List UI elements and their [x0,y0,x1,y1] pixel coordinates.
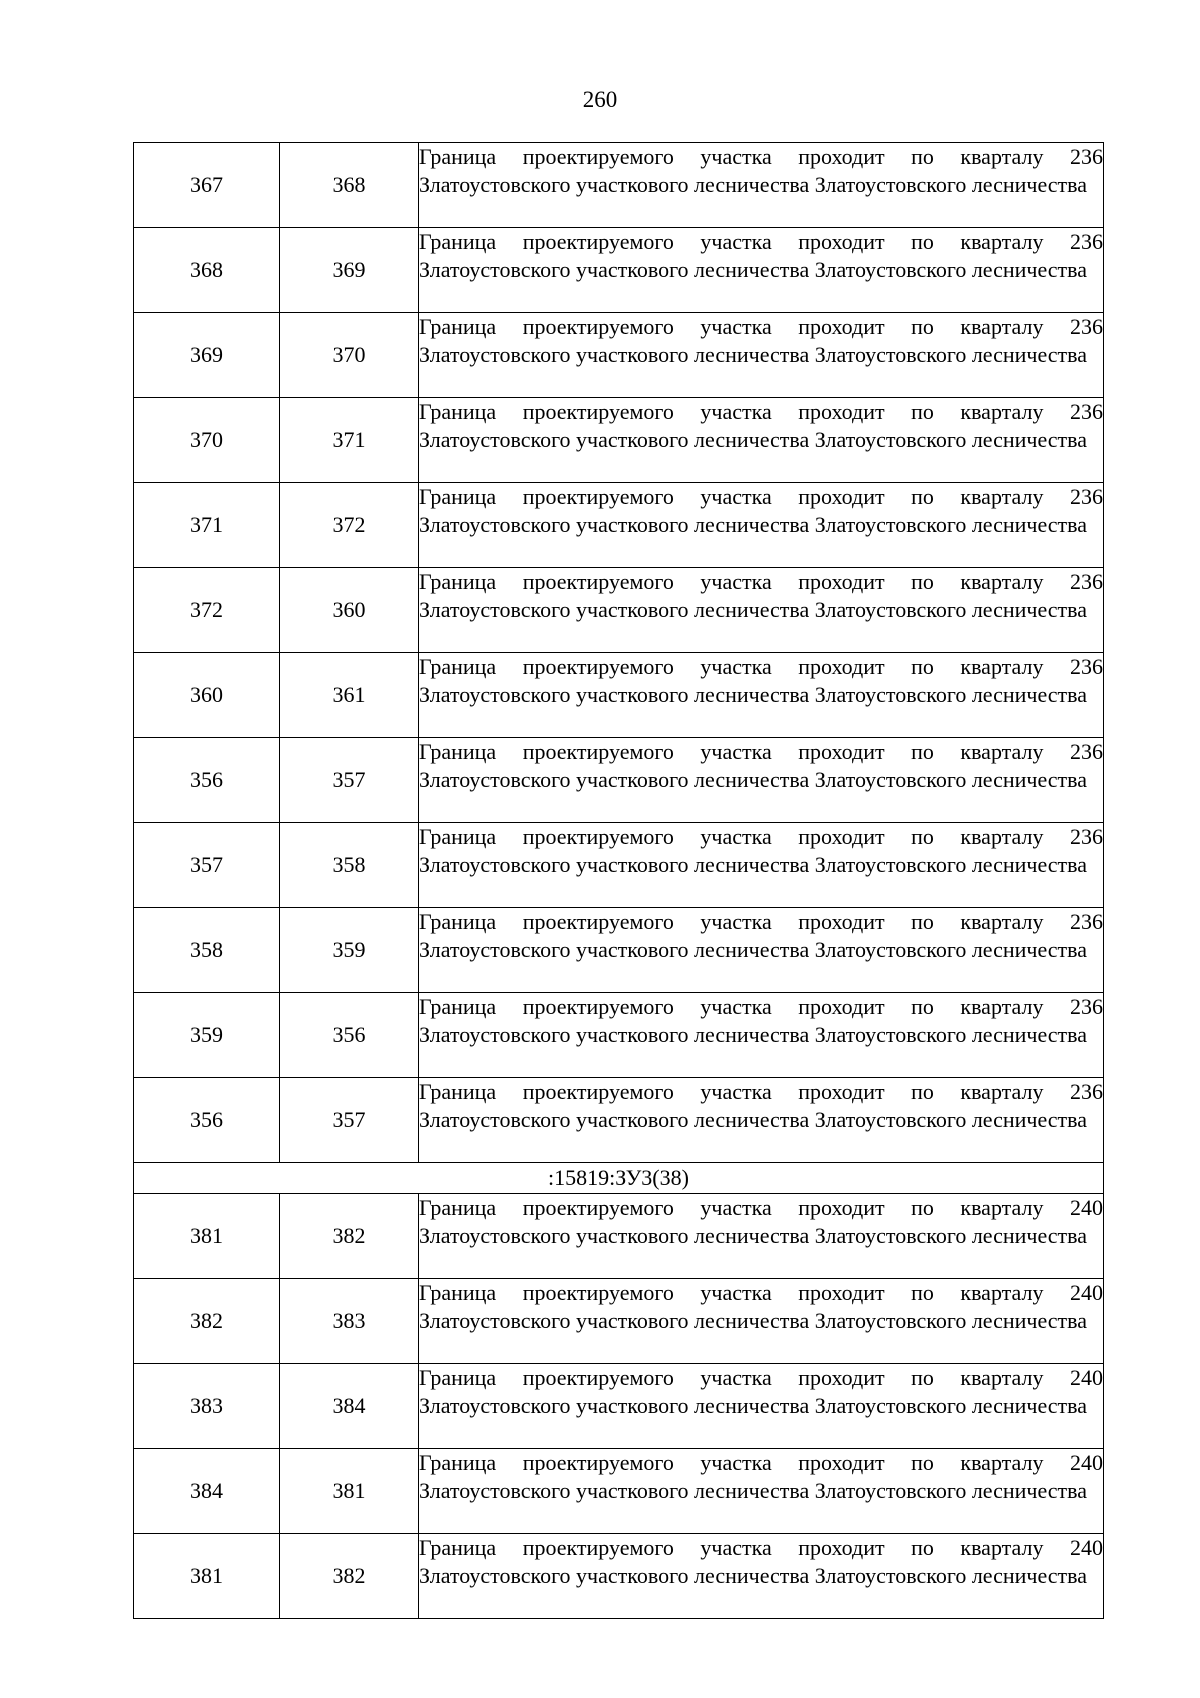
table-body [134,143,1104,1619]
table-row [134,653,1104,738]
boundary-description-cell: Граница проектируемого участка проходит по кварталу 236 Златоустовского участкового лесничества Златоустовского лесничества [419,908,1104,993]
point-from-cell: 381 [134,1194,280,1279]
boundary-description-cell: Граница проектируемого участка проходит по кварталу 236 Златоустовского участкового лесничества Златоустовского лесничества [419,653,1104,738]
boundary-description-cell: Граница проектируемого участка проходит по кварталу 236 Златоустовского участкового лесничества Златоустовского лесничества [419,1078,1104,1163]
point-from-cell: 371 [134,483,280,568]
point-from-cell: 356 [134,738,280,823]
table-row [134,1279,1104,1364]
point-from-cell: 368 [134,228,280,313]
table-row [134,738,1104,823]
table-row [134,143,1104,228]
point-to-cell: 368 [280,143,419,228]
boundary-description-cell: Граница проектируемого участка проходит по кварталу 236 Златоустовского участкового лесничества Златоустовского лесничества [419,738,1104,823]
boundary-description-cell: Граница проектируемого участка проходит по кварталу 236 Златоустовского участкового лесничества Златоустовского лесничества [419,228,1104,313]
point-to-cell: 382 [280,1534,419,1619]
point-from-cell: 372 [134,568,280,653]
point-to-cell: 370 [280,313,419,398]
boundary-description-cell: Граница проектируемого участка проходит по кварталу 240 Златоустовского участкового лесничества Златоустовского лесничества [419,1279,1104,1364]
point-from-cell: 359 [134,993,280,1078]
point-from-cell: 383 [134,1364,280,1449]
table-row [134,483,1104,568]
point-from-cell: 381 [134,1534,280,1619]
point-to-cell: 384 [280,1364,419,1449]
table-row [134,228,1104,313]
boundary-description-cell: Граница проектируемого участка проходит по кварталу 236 Златоустовского участкового лесничества Златоустовского лесничества [419,823,1104,908]
boundary-description-cell: Граница проектируемого участка проходит по кварталу 236 Златоустовского участкового лесничества Златоустовского лесничества [419,568,1104,653]
table-row [134,1449,1104,1534]
table-row [134,823,1104,908]
point-from-cell: 360 [134,653,280,738]
boundary-table [133,142,1104,1619]
point-to-cell: 381 [280,1449,419,1534]
page-number: 260 [582,87,618,112]
point-from-cell: 367 [134,143,280,228]
table-row [134,1078,1104,1163]
boundary-description-cell: Граница проектируемого участка проходит по кварталу 240 Златоустовского участкового лесничества Златоустовского лесничества [419,1364,1104,1449]
section-header-row [134,1163,1104,1194]
point-to-cell: 369 [280,228,419,313]
point-from-cell: 369 [134,313,280,398]
section-label: :15819:ЗУ3(38) [134,1163,1104,1194]
table-row [134,1364,1104,1449]
boundary-description-cell: Граница проектируемого участка проходит по кварталу 240 Златоустовского участкового лесничества Златоустовского лесничества [419,1194,1104,1279]
point-to-cell: 372 [280,483,419,568]
table-row [134,908,1104,993]
point-to-cell: 357 [280,1078,419,1163]
table-row [134,398,1104,483]
table-row [134,568,1104,653]
boundary-description-cell: Граница проектируемого участка проходит по кварталу 240 Златоустовского участкового лесничества Златоустовского лесничества [419,1534,1104,1619]
point-to-cell: 383 [280,1279,419,1364]
point-to-cell: 371 [280,398,419,483]
point-to-cell: 358 [280,823,419,908]
point-to-cell: 357 [280,738,419,823]
point-to-cell: 360 [280,568,419,653]
table-row [134,1534,1104,1619]
boundary-description-cell: Граница проектируемого участка проходит по кварталу 236 Златоустовского участкового лесничества Златоустовского лесничества [419,313,1104,398]
table-row [134,313,1104,398]
boundary-description-cell: Граница проектируемого участка проходит по кварталу 240 Златоустовского участкового лесничества Златоустовского лесничества [419,1449,1104,1534]
point-from-cell: 356 [134,1078,280,1163]
point-to-cell: 361 [280,653,419,738]
point-from-cell: 357 [134,823,280,908]
boundary-description-cell: Граница проектируемого участка проходит по кварталу 236 Златоустовского участкового лесничества Златоустовского лесничества [419,398,1104,483]
point-from-cell: 370 [134,398,280,483]
point-to-cell: 359 [280,908,419,993]
table-row [134,1194,1104,1279]
point-from-cell: 384 [134,1449,280,1534]
point-from-cell: 358 [134,908,280,993]
point-to-cell: 356 [280,993,419,1078]
boundary-description-cell: Граница проектируемого участка проходит по кварталу 236 Златоустовского участкового лесничества Златоустовского лесничества [419,143,1104,228]
point-from-cell: 382 [134,1279,280,1364]
boundary-description-cell: Граница проектируемого участка проходит по кварталу 236 Златоустовского участкового лесничества Златоустовского лесничества [419,993,1104,1078]
boundary-description-cell: Граница проектируемого участка проходит по кварталу 236 Златоустовского участкового лесничества Златоустовского лесничества [419,483,1104,568]
point-to-cell: 382 [280,1194,419,1279]
table-row [134,993,1104,1078]
